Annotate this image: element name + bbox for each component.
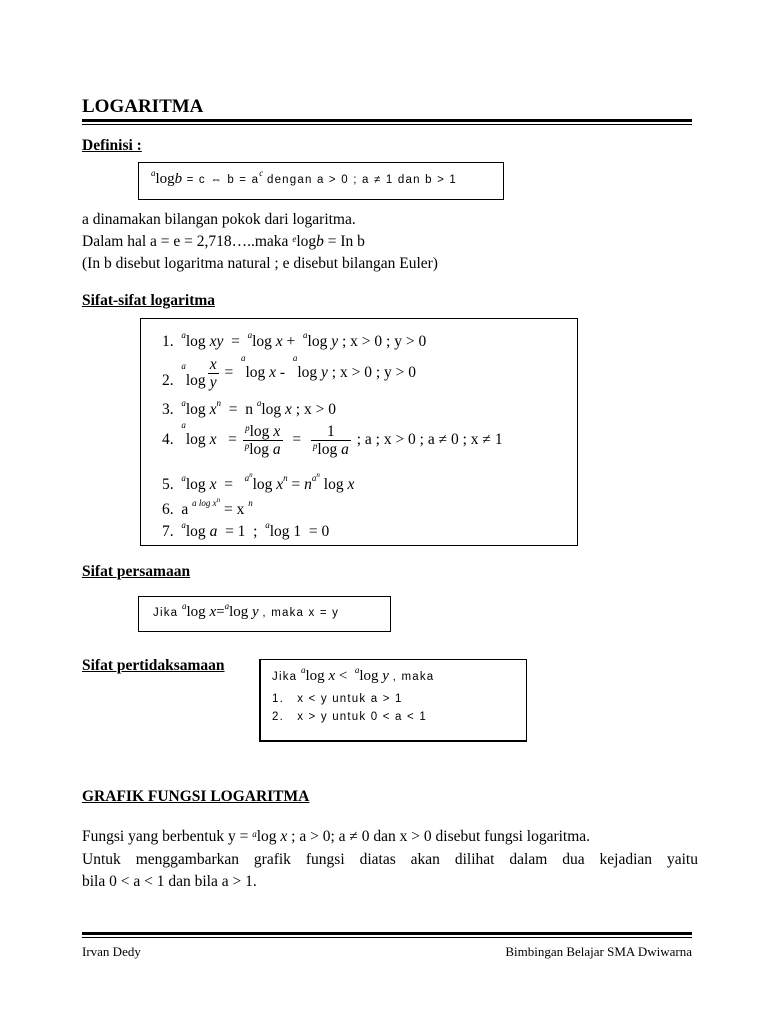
definisi-box [138, 162, 504, 200]
persamaan-heading: Sifat persamaan [82, 563, 191, 580]
sifat-item-5: 5. $^a$log x = $^{a^n}$log $x^n = n^{a^n}$ log x [162, 471, 355, 493]
pertidaksamaan-rule-2: 2. x > y untuk 0 < a < 1 [272, 711, 427, 723]
definisi-heading: Definisi : [82, 137, 142, 154]
grafik-heading: GRAFIK FUNGSI LOGARITMA [82, 788, 310, 805]
sifat-item-1: 1. $^a$log xy = $^a$log x + $^a$log y ; x > 0 ; y > 0 [162, 330, 427, 350]
grafik-paragraph-1: Fungsi yang berbentuk y = $^a$log x ; a > 0; a ≠ 0 dan x > 0 disebut fungsi logaritma. [82, 828, 591, 845]
sifat-item-6: 6. a $^{a log x^n}$ = x $^n$ [162, 496, 253, 518]
sifat-item-4: 4. $^a$log x = $\frac{^p\log x}{^p\log a}$ = $\frac{1}{^p\log a}$ ; a ; x > 0 ; a ≠ 0 ; x ≠ 1 [162, 420, 503, 458]
definisi-formula: $^a$logb = c ⇔ $b = a^c$ dengan a > 0 ; a ≠ 1 dan b > 1 [151, 168, 457, 187]
footer-author: Irvan Dedy [82, 944, 141, 959]
persamaan-formula: Jika $^a$log x=$^a$log y , maka x = y [153, 601, 340, 620]
sifat-heading: Sifat-sifat logaritma [82, 292, 216, 309]
grafik-paragraph-2: Untuk menggambarkan grafik fungsi diatas akan dilihat dalam dua kejadian yaitu [82, 851, 698, 868]
footer-publisher: Bimbingan Belajar SMA Dwiwarna [505, 944, 692, 959]
pertidaksamaan-formula: Jika $^a$log x < $^a$log y , maka [272, 665, 435, 684]
grafik-paragraph-3: bila 0 < a < 1 dan bila a > 1. [82, 873, 257, 890]
definisi-line-2: Dalam hal a = e = 2,718…..maka $^e$logb = In b [82, 233, 365, 250]
pertidaksamaan-heading: Sifat pertidaksamaan [82, 657, 225, 674]
page-title: LOGARITMA [82, 96, 204, 117]
definisi-line-1: a dinamakan bilangan pokok dari logaritma. [82, 211, 356, 228]
sifat-item-3: 3. $^a$log $x^n = n$ $^a$log x ; x > 0 [162, 398, 336, 418]
sifat-item-7: 7. $^a$log a = 1 ; $^a$log 1 = 0 [162, 520, 330, 540]
persamaan-box [138, 596, 391, 632]
title-rule [82, 119, 692, 125]
pertidaksamaan-rule-1: 1. x < y untuk a > 1 [272, 693, 403, 705]
sifat-item-2: 2. $^a$log $\frac{x}{y}$ = $^a$log x - $^a$log y ; x > 0 ; y > 0 [162, 353, 417, 391]
footer-rule [82, 932, 692, 938]
definisi-line-3: (In b disebut logaritma natural ; e disebut bilangan Euler) [82, 255, 438, 272]
pertidaksamaan-box [259, 659, 527, 742]
